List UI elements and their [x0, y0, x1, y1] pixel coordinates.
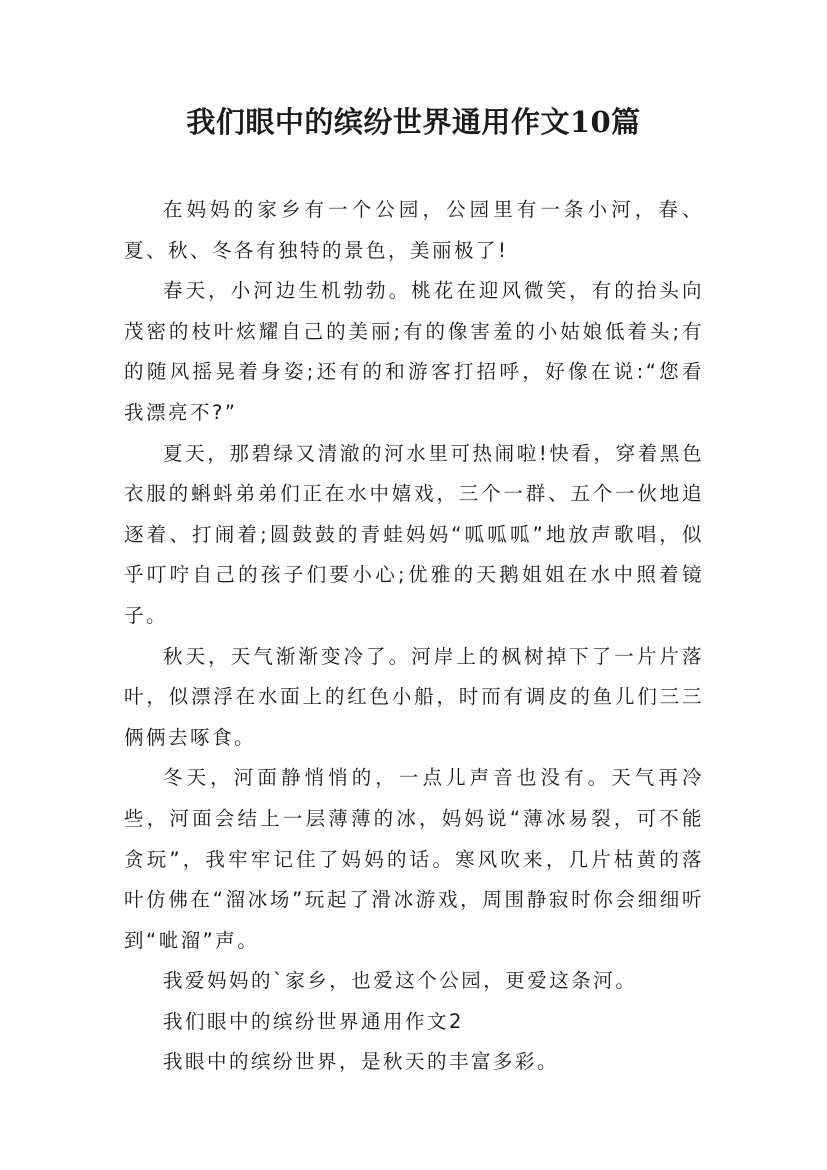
document-body: [124, 190, 704, 1083]
section-heading-essay-2: 我们眼中的缤纷世界通用作文2: [163, 1009, 464, 1033]
paragraph-winter: 冬天，河面静悄悄的，一点儿声音也没有。天气再冷些，河面会结上一层薄薄的冰，妈妈说“薄冰易裂，可不能贪玩”，我牢牢记住了妈妈的话。寒风吹来，几片枯黄的落叶仿佛在“溜冰场”玩起了滑冰游戏，周围静寂时你会细细听到“呲溜”声。: [124, 766, 704, 952]
document-title: 我们眼中的缤纷世界通用作文10篇: [186, 105, 641, 139]
paragraph-essay-2-intro: 我眼中的缤纷世界，是秋天的丰富多彩。: [163, 1050, 560, 1074]
paragraph-autumn: 秋天，天气渐渐变冷了。河岸上的枫树掉下了一片片落叶，似漂浮在水面上的红色小船，时而有调皮的鱼儿们三三俩俩去啄食。: [124, 644, 704, 749]
paragraph-intro: 在妈妈的家乡有一个公园，公园里有一条小河，春、夏、秋、冬各有独特的景色，美丽极了!: [124, 198, 704, 262]
paragraph-summer: 夏天，那碧绿又清澈的河水里可热闹啦!快看，穿着黑色衣服的蝌蚪弟弟们正在水中嬉戏，三个一群、五个一伙地追逐着、打闹着;圆鼓鼓的青蛙妈妈“呱呱呱”地放声歌唱，似乎叮咛自己的孩子们要小心;优雅的天鹅姐姐在水中照着镜子。: [124, 441, 704, 627]
paragraph-conclusion: 我爱妈妈的`家乡，也爱这个公园，更爱这条河。: [163, 969, 638, 993]
paragraph-spring: 春天，小河边生机勃勃。桃花在迎风微笑，有的抬头向茂密的枝叶炫耀自己的美丽;有的像害羞的小姑娘低着头;有的随风摇晃着身姿;还有的和游客打招呼，好像在说:“您看我漂亮不?”: [124, 279, 704, 424]
